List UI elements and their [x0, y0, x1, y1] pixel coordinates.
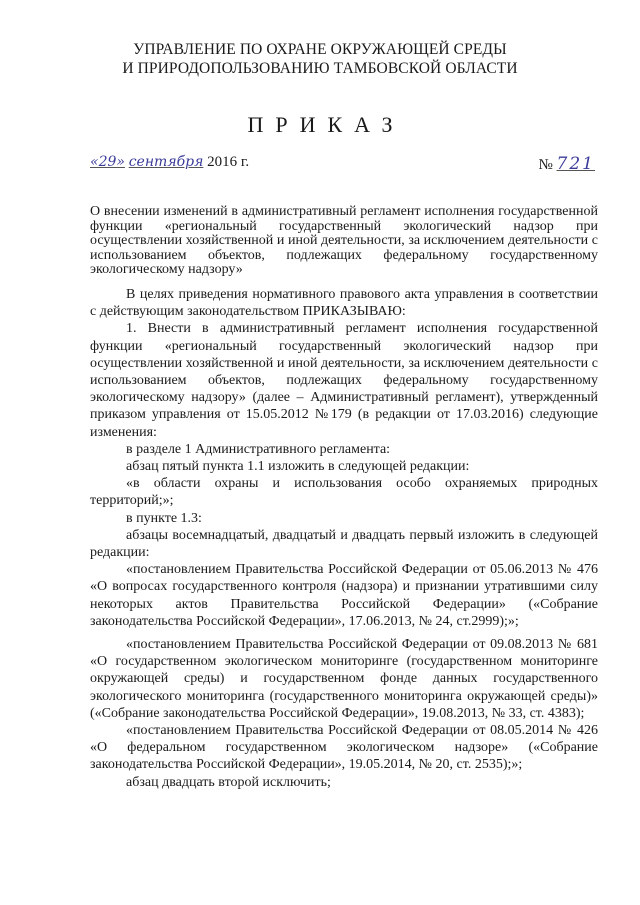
paragraph-preamble: В целях приведения нормативного правового акта управления в соответствии с действующим законодательством ПРИКАЗЫВАЮ:: [90, 287, 598, 320]
paragraph-resolution-426: «постановлением Правительства Российской Федерации от 08.05.2014 № 426 «О федеральном государственном экологическом надзоре» («Собрание законодательства Российской Федерации», 19.05.2014, № 20, ст. 2535);»;: [90, 723, 598, 773]
order-number: [538, 154, 595, 174]
handwritten-number: 721: [556, 154, 595, 174]
paragraph-clause-5: абзац пятый пункта 1.1 изложить в следующей редакции:: [126, 459, 470, 475]
paragraph-section-1: в разделе 1 Административного регламента:: [126, 441, 391, 457]
paragraph-clauses-18-20-21: абзацы восемнадцатый, двадцатый и двадцать первый изложить в следующей редакции:: [90, 527, 598, 561]
paragraph-resolution-681: «постановлением Правительства Российской Федерации от 09.08.2013 № 681 «О государственном экологическом мониторинге (государственном мониторинге окружающей среды) и государственном фонде данных государственного экологического мониторинга (государственного мониторинга окружающей среды)» («Собрание законодательства Российской Федерации», 19.08.2013, № 33, ст. 4383);: [90, 637, 598, 721]
order-subject: О внесении изменений в административный регламент исполнения государственной функции «региональный государственный экологический надзор при осуществлении хозяйственной и иной деятельности, за исключением деятельности с использованием объектов, подлежащих федеральному государственному экологическому надзору»: [90, 204, 598, 278]
date-year: 2016 г.: [207, 154, 250, 170]
order-body: [90, 286, 598, 791]
paragraph-point-1-3: в пункте 1.3:: [126, 510, 202, 526]
paragraph-quote-territories: «в области охраны и использования особо охраняемых природных территорий;»;: [90, 476, 598, 509]
order-date: [90, 154, 249, 171]
organization-line-1: УПРАВЛЕНИЕ ПО ОХРАНЕ ОКРУЖАЮЩЕЙ СРЕДЫ: [133, 41, 507, 58]
paragraph-resolution-476: «постановлением Правительства Российской Федерации от 05.06.2013 № 476 «О вопросах государственного контроля (надзора) и признании утратившими силу некоторых актов Правительства Российской Федерации» («Собрание законодательства Российской Федерации», 17.06.2013, № 24, ст.2999);»;: [90, 562, 598, 629]
organization-line-2: И ПРИРОДОПОЛЬЗОВАНИЮ ТАМБОВСКОЙ ОБЛАСТИ: [122, 60, 518, 77]
paragraph-clause-22: абзац двадцать второй исключить;: [126, 774, 331, 790]
number-sign: №: [538, 157, 553, 173]
paragraph-item-1: 1. Внести в административный регламент исполнения государственной функции «региональный государственный экологический надзор при осуществлении хозяйственной и иной деятельности, за исключением деятельности с использованием объектов, подлежащих федеральному государственному экологическому надзору» (далее – Административный регламент), утвержденный приказом управления от 15.05.2012 №179 (в редакции от 17.03.2016) следующие изменения:: [90, 321, 598, 440]
handwritten-month: сентября: [128, 154, 204, 170]
organization-header: [0, 40, 640, 78]
handwritten-day: «29»: [90, 154, 125, 170]
date-number-line: [90, 154, 595, 176]
document-title: ПРИКАЗ: [247, 112, 405, 137]
